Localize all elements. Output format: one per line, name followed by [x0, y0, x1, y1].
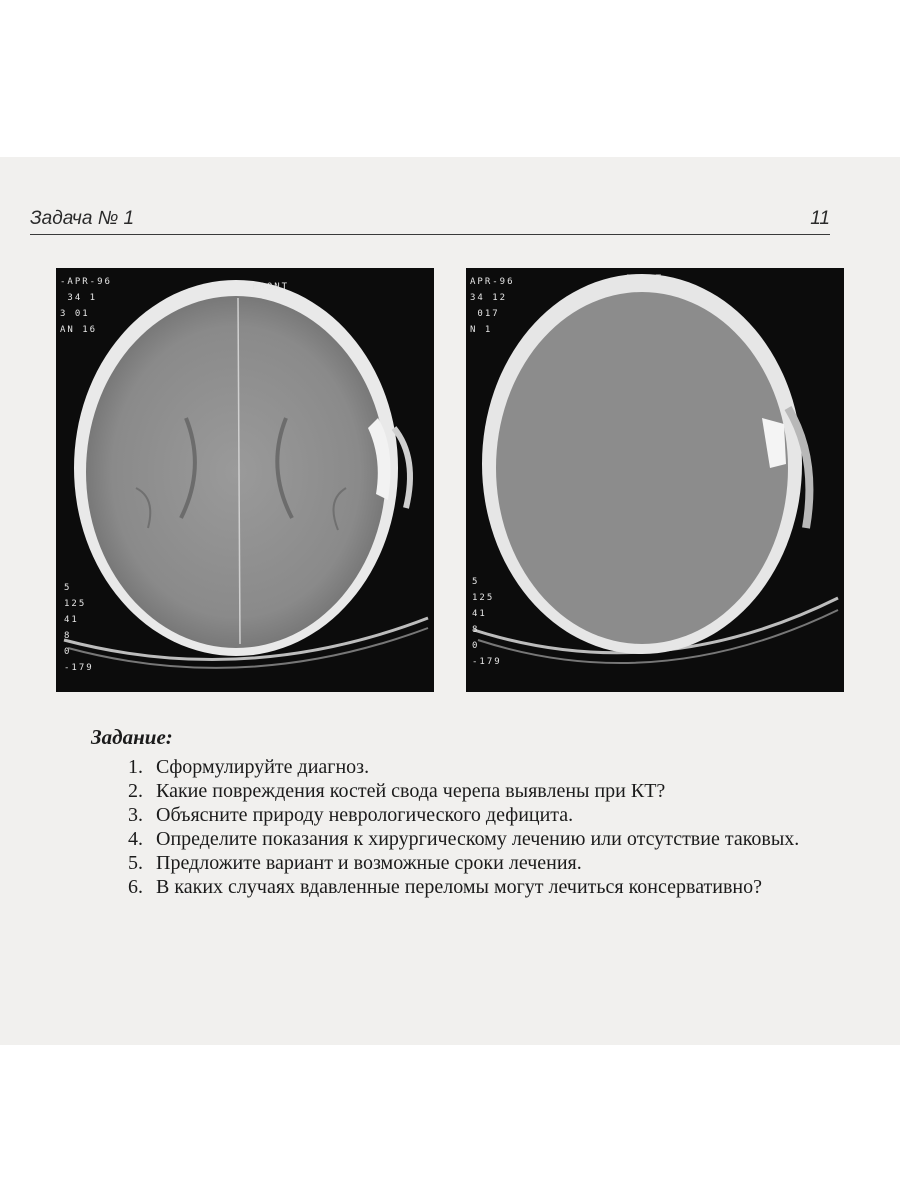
question-text: Объясните природу неврологического дефицита.: [156, 804, 574, 826]
question-item: [120, 803, 840, 827]
question-number: 5.: [128, 852, 143, 874]
question-number: 6.: [128, 876, 143, 898]
question-item: [120, 827, 840, 851]
question-text: Сформулируйте диагноз.: [156, 756, 370, 778]
scan-info-text: -APR-96 34 1 3 01 AN 16: [60, 277, 112, 335]
question-item: [120, 779, 840, 803]
question-text: Какие повреждения костей свода черепа выявлены при КТ?: [156, 780, 666, 802]
question-text: В каких случаях вдавленные переломы могут лечиться консервативно?: [156, 876, 763, 898]
ct-scan-brain-window: [56, 268, 434, 692]
front-label: FRONT: [252, 282, 290, 292]
header-rule: [30, 234, 830, 235]
question-number: 4.: [128, 828, 143, 850]
question-number: 2.: [128, 780, 143, 802]
page-number: 11: [810, 208, 830, 229]
ct-image-brain-window: [56, 268, 434, 692]
question-item: [120, 851, 840, 875]
ct-image-bone-window: [466, 268, 844, 692]
window-values: 5 125 41 8 0 -179: [472, 577, 502, 667]
question-item: [120, 755, 840, 779]
scan-info-text: APR-96 34 12 017 N 1: [470, 277, 515, 335]
front-label: FRONT: [626, 274, 664, 284]
question-item: [120, 875, 840, 899]
question-text: Определите показания к хирургическому лечению или отсутствие таковых.: [156, 828, 800, 850]
window-values: 5 125 41 8 0 -179: [64, 583, 94, 673]
chapter-title: Задача № 1: [30, 208, 135, 229]
question-number: 3.: [128, 804, 143, 826]
question-text: Предложите вариант и возможные сроки лечения.: [156, 852, 582, 874]
ct-scan-bone-window: [466, 268, 844, 692]
task-heading: Задание:: [91, 725, 173, 749]
question-list: [120, 755, 840, 899]
question-number: 1.: [128, 756, 143, 778]
